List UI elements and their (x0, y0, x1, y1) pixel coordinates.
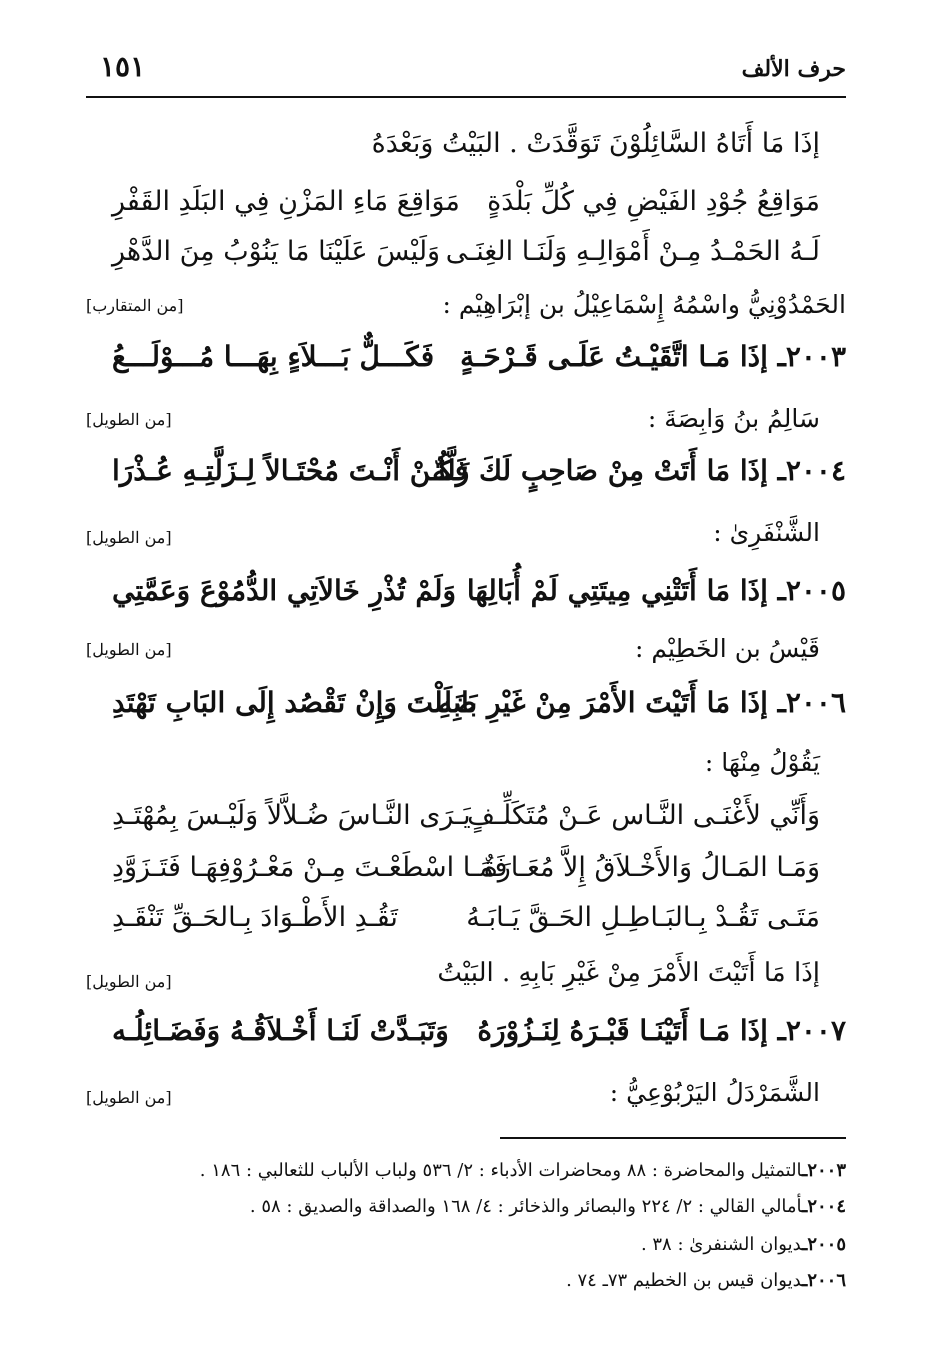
footnote (566, 1270, 846, 1291)
verse-second-hemistich: وَلَمْ تُذْرِ خَالاَتِي الدُّمُوْعَ وَعَمَّتِي (112, 574, 457, 607)
prose-line: إذَا مَا أَتَيْتَ الأَمْرَ مِنْ غَيْرِ بَابِهِ . البَيْتُ (437, 958, 820, 988)
verse-first-hemistich: وَمَـا المَـالُ وَالأَخْـلاَقُ إِلاَّ مُعَـارَةٌ (483, 852, 820, 883)
chapter-title: حرف الألف (741, 56, 846, 82)
poet-intro: سَالِمُ بنُ وَابِصَةَ : (647, 404, 820, 433)
verse-second-hemistich: تَقُـدِ الأَطْـوَادَ بِـالحَـقِّ تَنْقَـدِ (112, 902, 398, 933)
meter-label: [من الطويل] (86, 1088, 172, 1107)
prose-line: إذَا مَا أَتَاهُ السَّائِلُوْنَ تَوَقَّدَتْ . البَيْتُ وَبَعْدَهُ (371, 128, 820, 159)
poet-intro: قَيْسُ بن الخَطِيْم : (634, 634, 820, 663)
verse-second-hemistich: يَـرَى النَّـاسَ ضُـلاَّلاً وَلَيْـسَ بِمُهْتَـدِ (112, 800, 471, 831)
footnote-text: ديوان قيس بن الخطيم ٧٣ـ ٧٤ . (566, 1270, 803, 1291)
meter-label: [من المتقارب] (86, 296, 184, 315)
verse-second-hemistich: ضَلَلْتَ وَإِنْ تَقْصُد إِلَى البَابِ تَهْتَدِ (112, 686, 477, 719)
verse-second-hemistich: وَلَيْسَ عَلَيْنَا مَا يَنُوْبُ مِنَ الدَّهْرِ (112, 236, 441, 267)
poet-intro: الشَّنْفَرِىٰ : (713, 518, 820, 547)
header-divider (86, 96, 846, 98)
verse-first-hemistich: مَوَاقِعُ جُوْدِ الفَيْضِ فِي كُلِّ بَلْدَةٍ (487, 186, 820, 217)
poet-intro: يَقُوْلُ مِنْهَا : (704, 748, 820, 777)
verse-second-hemistich: فَمَـا اسْطَعْـتَ مِـنْ مَعْـرُوْفِهَـا فَتَـزَوَّدِ (112, 852, 508, 883)
footnote (641, 1234, 846, 1255)
verse-second-hemistich: فَكَـــلٌّ بَـــلاَءٍ بِهَـــا مُـــوْلَـــعُ (112, 340, 435, 373)
verse-first-hemistich: ٢٠٠٦ـ إذَا مَا أَتَيْتَ الأَمْرَ مِنْ غَيْرِ بَابِهِ (438, 686, 846, 719)
footnote (250, 1196, 846, 1217)
meter-label: [من الطويل] (86, 640, 172, 659)
verse-first-hemistich: ٢٠٠٧ـ إذَا مَـا أَتَيْنَـا قَبْـرَهُ لِنَـزُوْرَهُ (477, 1014, 846, 1047)
meter-label: [من الطويل] (86, 972, 172, 991)
footnote-text: أمالي القالي : ٢/ ٢٢٤ والبصائر والذخائر : ٤/ ١٦٨ والصداقة والصديق : ٥٨ . (249, 1196, 803, 1217)
verse-first-hemistich: ٢٠٠٣ـ إذَا مَـا اتَّقَيْـتُ عَلَـى قَـرْحَـةٍ (460, 340, 846, 373)
verse-first-hemistich: لَـهُ الحَمْـدُ مِـنْ أَمْوَالِـهِ وَلَنَـا الغِنَـى (445, 236, 820, 267)
meter-label: [من الطويل] (86, 528, 172, 547)
meter-label: [من الطويل] (86, 410, 172, 429)
footnote-number: ٢٠٠٥ـ (802, 1234, 846, 1255)
verse-second-hemistich: وَتَبَـدَّتْ لَنَـا أَخْـلاَقُـهُ وَفَضَـائِلُـه (112, 1014, 449, 1047)
poet-intro: الحَمْدُوْنِيُّ واسْمُهُ إِسْمَاعِيْلُ بن إبْرَاهِيْم : (442, 290, 846, 319)
footnote-text: التمثيل والمحاضرة : ٨٨ ومحاضرات الأدباء : ٢/ ٥٣٦ ولباب الألباب للثعالبي : ١٨٦ . (199, 1160, 803, 1181)
verse-first-hemistich: وَأَنِّي لأَغْنَـى النَّـاس عَـنْ مُتَكَلِّـفٍ (467, 800, 820, 831)
verse-second-hemistich: مَوَاقِعَ مَاءِ المَزْنِ فِي البَلَدِ القَفْرِ (112, 186, 460, 217)
footnote-number: ٢٠٠٣ـ (802, 1160, 846, 1181)
page-number: ١٥١ (100, 50, 146, 83)
footnote-text: ديوان الشنفرىٰ : ٣٨ . (640, 1234, 803, 1255)
verse-first-hemistich: ٢٠٠٤ـ إذَا مَا أَتَتْ مِنْ صَاحِبٍ لَكَ زَلَّةٌ (432, 454, 846, 487)
verse-second-hemistich: فَكُـنْ أَنْـتَ مُحْتَـالاً لِـزَلَّتِـهِ عُـذْرَا (112, 454, 469, 487)
footnote-number: ٢٠٠٤ـ (802, 1196, 846, 1217)
footnote (200, 1160, 846, 1181)
footnote-number: ٢٠٠٦ـ (802, 1270, 846, 1291)
verse-first-hemistich: ٢٠٠٥ـ إذَا مَا أَتَتْنِي مِيتَتِي لَمْ أُبَالِهَا (466, 574, 846, 607)
footnote-divider (500, 1137, 846, 1139)
verse-first-hemistich: مَتَـى تَقُـدْ بِـالبَـاطِـلِ الحَـقَّ يَـابَـهُ (466, 902, 820, 933)
poet-intro: الشَّمَرْدَلُ اليَرْبُوْعِيُّ : (609, 1078, 820, 1107)
